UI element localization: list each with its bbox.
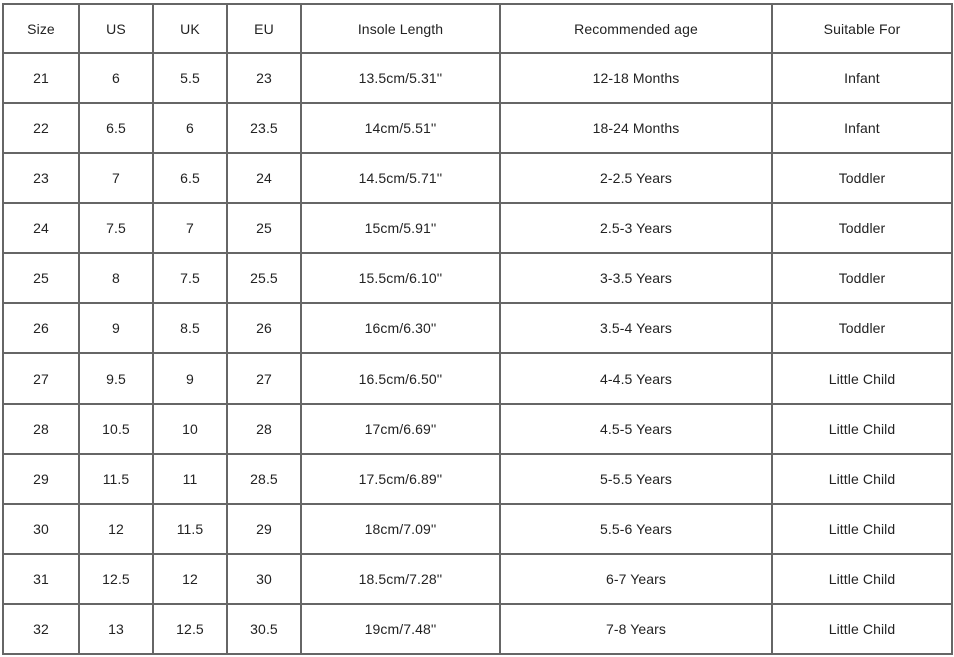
cell-uk: 6 bbox=[153, 103, 227, 153]
table-row bbox=[3, 353, 952, 403]
cell-eu: 25 bbox=[227, 203, 301, 253]
cell-uk: 6.5 bbox=[153, 153, 227, 203]
cell-recommended-age: 4.5-5 Years bbox=[500, 404, 772, 454]
cell-uk: 12.5 bbox=[153, 604, 227, 654]
cell-suitable-for: Little Child bbox=[772, 554, 952, 604]
cell-insole-length: 16cm/6.30'' bbox=[301, 303, 500, 353]
table-row bbox=[3, 53, 952, 103]
cell-recommended-age: 3-3.5 Years bbox=[500, 253, 772, 303]
cell-eu: 24 bbox=[227, 153, 301, 203]
cell-uk: 12 bbox=[153, 554, 227, 604]
cell-suitable-for: Little Child bbox=[772, 454, 952, 504]
cell-eu: 25.5 bbox=[227, 253, 301, 303]
column-header-eu: EU bbox=[227, 4, 301, 53]
cell-insole-length: 18.5cm/7.28'' bbox=[301, 554, 500, 604]
cell-size: 25 bbox=[3, 253, 79, 303]
cell-recommended-age: 4-4.5 Years bbox=[500, 353, 772, 403]
cell-us: 11.5 bbox=[79, 454, 153, 504]
cell-eu: 30 bbox=[227, 554, 301, 604]
cell-size: 32 bbox=[3, 604, 79, 654]
table-row bbox=[3, 554, 952, 604]
cell-insole-length: 14cm/5.51'' bbox=[301, 103, 500, 153]
cell-size: 27 bbox=[3, 353, 79, 403]
column-header-insole-length: Insole Length bbox=[301, 4, 500, 53]
cell-recommended-age: 3.5-4 Years bbox=[500, 303, 772, 353]
cell-suitable-for: Infant bbox=[772, 53, 952, 103]
table-body bbox=[3, 53, 952, 654]
cell-us: 6.5 bbox=[79, 103, 153, 153]
column-header-uk: UK bbox=[153, 4, 227, 53]
cell-recommended-age: 2-2.5 Years bbox=[500, 153, 772, 203]
cell-uk: 7.5 bbox=[153, 253, 227, 303]
table-row bbox=[3, 404, 952, 454]
cell-eu: 28.5 bbox=[227, 454, 301, 504]
column-header-us: US bbox=[79, 4, 153, 53]
cell-size: 31 bbox=[3, 554, 79, 604]
cell-insole-length: 17cm/6.69'' bbox=[301, 404, 500, 454]
cell-us: 13 bbox=[79, 604, 153, 654]
cell-recommended-age: 5.5-6 Years bbox=[500, 504, 772, 554]
table-row bbox=[3, 253, 952, 303]
cell-us: 10.5 bbox=[79, 404, 153, 454]
cell-uk: 9 bbox=[153, 353, 227, 403]
cell-us: 8 bbox=[79, 253, 153, 303]
cell-recommended-age: 12-18 Months bbox=[500, 53, 772, 103]
column-header-recommended-age: Recommended age bbox=[500, 4, 772, 53]
cell-uk: 5.5 bbox=[153, 53, 227, 103]
cell-suitable-for: Little Child bbox=[772, 404, 952, 454]
cell-recommended-age: 7-8 Years bbox=[500, 604, 772, 654]
cell-us: 12 bbox=[79, 504, 153, 554]
cell-insole-length: 15.5cm/6.10'' bbox=[301, 253, 500, 303]
table-row bbox=[3, 153, 952, 203]
cell-size: 26 bbox=[3, 303, 79, 353]
cell-eu: 23.5 bbox=[227, 103, 301, 153]
cell-suitable-for: Little Child bbox=[772, 504, 952, 554]
cell-insole-length: 18cm/7.09'' bbox=[301, 504, 500, 554]
table-row bbox=[3, 103, 952, 153]
cell-eu: 27 bbox=[227, 353, 301, 403]
cell-insole-length: 15cm/5.91'' bbox=[301, 203, 500, 253]
cell-eu: 29 bbox=[227, 504, 301, 554]
cell-insole-length: 16.5cm/6.50'' bbox=[301, 353, 500, 403]
cell-insole-length: 13.5cm/5.31'' bbox=[301, 53, 500, 103]
cell-us: 7.5 bbox=[79, 203, 153, 253]
table-header-row bbox=[3, 4, 952, 53]
cell-recommended-age: 5-5.5 Years bbox=[500, 454, 772, 504]
cell-uk: 8.5 bbox=[153, 303, 227, 353]
size-chart-table bbox=[2, 3, 953, 655]
cell-size: 22 bbox=[3, 103, 79, 153]
table-row bbox=[3, 303, 952, 353]
cell-recommended-age: 18-24 Months bbox=[500, 103, 772, 153]
column-header-suitable-for: Suitable For bbox=[772, 4, 952, 53]
cell-us: 12.5 bbox=[79, 554, 153, 604]
cell-size: 21 bbox=[3, 53, 79, 103]
cell-us: 6 bbox=[79, 53, 153, 103]
cell-insole-length: 19cm/7.48'' bbox=[301, 604, 500, 654]
cell-suitable-for: Toddler bbox=[772, 153, 952, 203]
cell-eu: 30.5 bbox=[227, 604, 301, 654]
cell-us: 7 bbox=[79, 153, 153, 203]
cell-uk: 11.5 bbox=[153, 504, 227, 554]
cell-size: 28 bbox=[3, 404, 79, 454]
cell-suitable-for: Toddler bbox=[772, 303, 952, 353]
cell-us: 9 bbox=[79, 303, 153, 353]
cell-uk: 7 bbox=[153, 203, 227, 253]
cell-suitable-for: Infant bbox=[772, 103, 952, 153]
cell-uk: 10 bbox=[153, 404, 227, 454]
cell-size: 30 bbox=[3, 504, 79, 554]
cell-eu: 28 bbox=[227, 404, 301, 454]
table-row bbox=[3, 604, 952, 654]
cell-insole-length: 14.5cm/5.71'' bbox=[301, 153, 500, 203]
table-row bbox=[3, 504, 952, 554]
cell-suitable-for: Toddler bbox=[772, 203, 952, 253]
cell-suitable-for: Little Child bbox=[772, 604, 952, 654]
cell-eu: 23 bbox=[227, 53, 301, 103]
table-row bbox=[3, 203, 952, 253]
column-header-size: Size bbox=[3, 4, 79, 53]
cell-size: 24 bbox=[3, 203, 79, 253]
cell-suitable-for: Toddler bbox=[772, 253, 952, 303]
cell-eu: 26 bbox=[227, 303, 301, 353]
cell-size: 23 bbox=[3, 153, 79, 203]
cell-suitable-for: Little Child bbox=[772, 353, 952, 403]
cell-insole-length: 17.5cm/6.89'' bbox=[301, 454, 500, 504]
table-row bbox=[3, 454, 952, 504]
cell-us: 9.5 bbox=[79, 353, 153, 403]
cell-recommended-age: 2.5-3 Years bbox=[500, 203, 772, 253]
cell-uk: 11 bbox=[153, 454, 227, 504]
cell-recommended-age: 6-7 Years bbox=[500, 554, 772, 604]
cell-size: 29 bbox=[3, 454, 79, 504]
